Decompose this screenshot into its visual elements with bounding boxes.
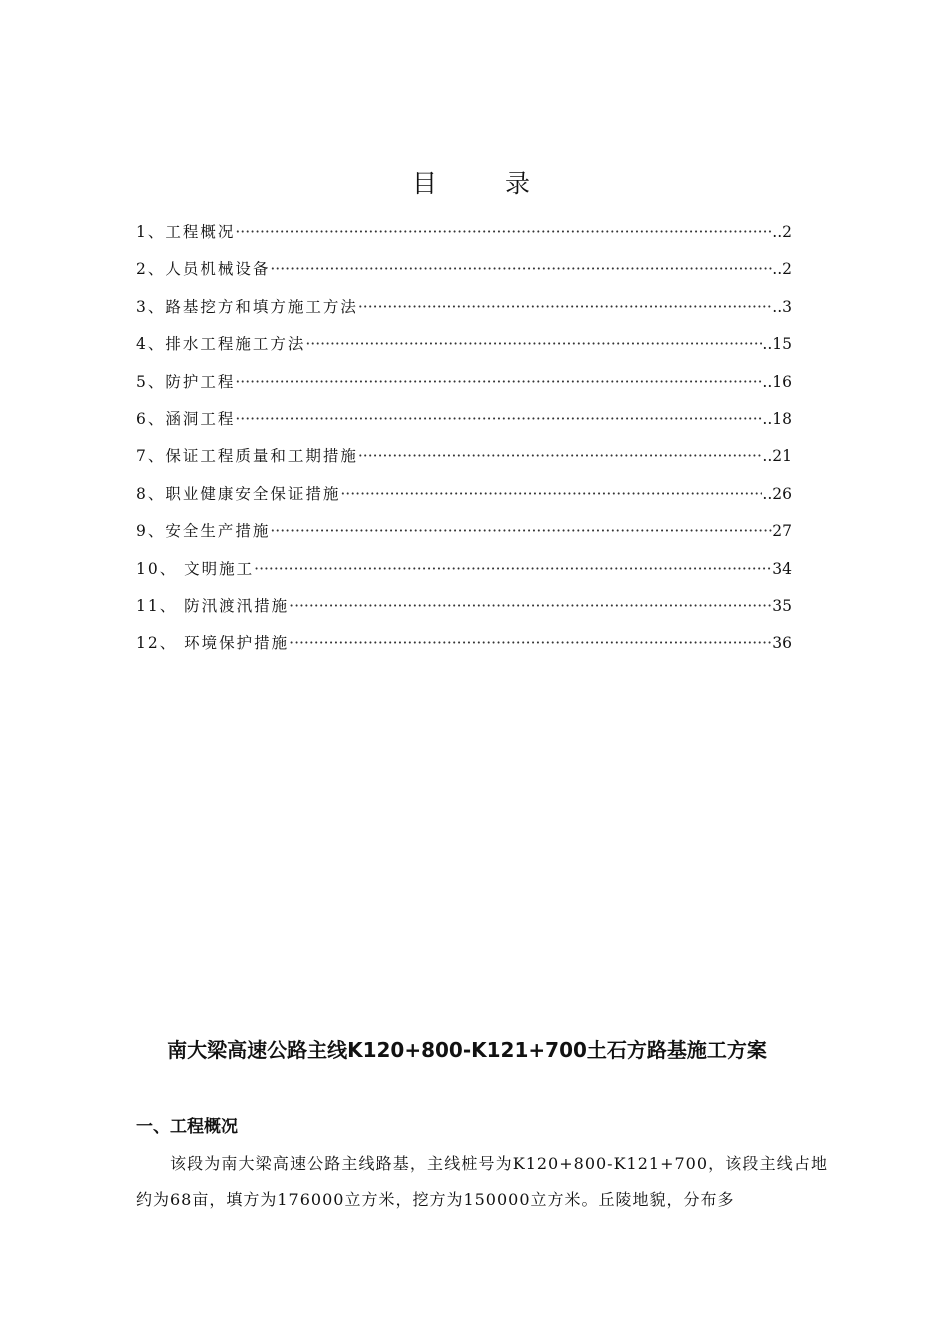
toc-leader-dots xyxy=(235,410,762,428)
toc-leader-dots xyxy=(254,560,772,578)
toc-item[interactable] xyxy=(136,220,792,257)
toc-item-page: ..2 xyxy=(772,260,792,279)
toc-leader-dots xyxy=(235,223,772,241)
toc-item-label: 1、工程概况 xyxy=(136,223,236,241)
toc-item-label: 5、防护工程 xyxy=(136,372,236,391)
toc-item[interactable] xyxy=(136,257,792,294)
toc-item-label: 3、路基挖方和填方施工方法 xyxy=(136,297,358,316)
body-paragraph: 该段为南大梁高速公路主线路基，主线桩号为K120+800-K121+700，该段主线占地约为68亩，填方为176000立方米，挖方为150000立方米。丘陵地貌，分布多 xyxy=(136,1154,828,1209)
toc-item-page: ..2 xyxy=(772,223,792,241)
toc-item-label: 11、 防汛渡汛措施 xyxy=(136,596,290,615)
toc-list xyxy=(136,220,792,669)
toc-item[interactable] xyxy=(136,594,792,631)
toc-leader-dots xyxy=(305,335,762,353)
toc-item-page: ..26 xyxy=(762,484,792,503)
toc-item-page: ..16 xyxy=(762,372,792,391)
toc-leader-dots xyxy=(358,298,772,316)
toc-leader-dots xyxy=(358,447,763,465)
toc-item-label: 4、排水工程施工方法 xyxy=(136,335,306,354)
document-title: 南大梁高速公路主线K120+800-K121+700土石方路基施工方案 xyxy=(167,1038,767,1062)
toc-item[interactable] xyxy=(136,519,792,556)
toc-leader-dots xyxy=(235,373,762,391)
toc-item-page: ..3 xyxy=(772,297,792,316)
toc-leader-dots xyxy=(270,260,772,278)
toc-item-label: 8、职业健康安全保证措施 xyxy=(136,484,341,503)
toc-item-label: 6、涵洞工程 xyxy=(136,409,236,428)
toc-item-page: ..21 xyxy=(762,447,792,466)
toc-leader-dots xyxy=(340,485,762,503)
toc-item[interactable] xyxy=(136,332,792,369)
toc-item[interactable] xyxy=(136,631,792,668)
toc-item-label: 10、 文明施工 xyxy=(136,559,255,578)
toc-item-page: 36 xyxy=(772,634,792,653)
toc-leader-dots xyxy=(289,634,772,652)
toc-item[interactable] xyxy=(136,295,792,332)
toc-item-page: 27 xyxy=(772,522,792,541)
toc-item-page: 35 xyxy=(772,596,792,615)
section-heading: 一、工程概况 xyxy=(136,1117,238,1137)
toc-item-page: ..18 xyxy=(762,409,792,428)
toc-leader-dots xyxy=(289,597,772,615)
toc-item-label: 12、 环境保护措施 xyxy=(136,634,290,653)
toc-item[interactable] xyxy=(136,444,792,481)
toc-item[interactable] xyxy=(136,557,792,594)
toc-item-page: ..15 xyxy=(762,335,792,354)
toc-item-label: 9、安全生产措施 xyxy=(136,522,271,541)
toc-item[interactable] xyxy=(136,370,792,407)
toc-title: 目 录 xyxy=(412,169,560,198)
toc-item-label: 2、人员机械设备 xyxy=(136,260,271,279)
toc-item[interactable] xyxy=(136,482,792,519)
toc-item-label: 7、保证工程质量和工期措施 xyxy=(136,447,358,466)
toc-item-page: 34 xyxy=(772,559,792,578)
toc-item[interactable] xyxy=(136,407,792,444)
toc-leader-dots xyxy=(270,522,772,540)
